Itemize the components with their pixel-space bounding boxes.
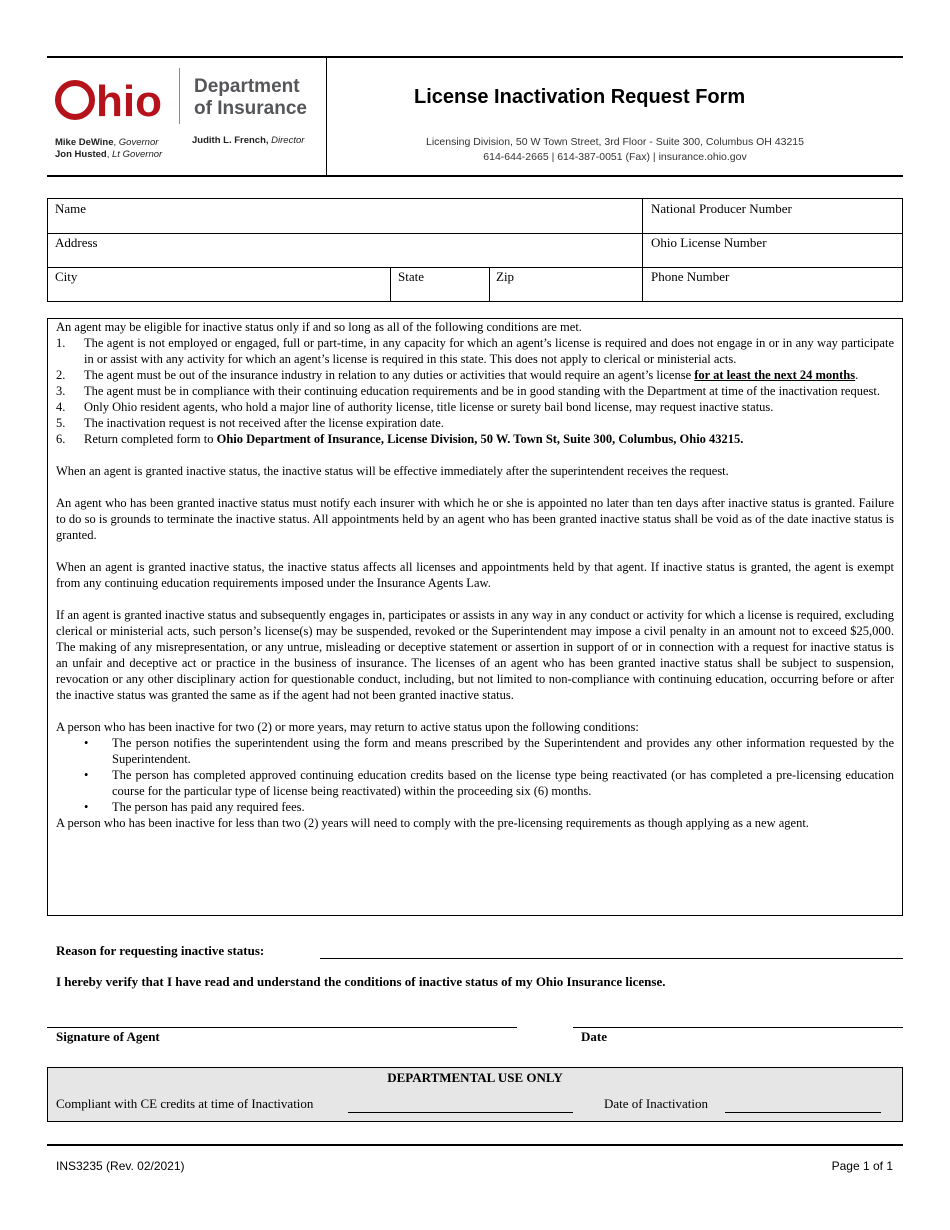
name-label: Name: [55, 201, 87, 216]
ohio-license-field[interactable]: [651, 235, 896, 265]
department-line2: of Insurance: [194, 98, 307, 119]
bullet-text: The person has paid any required fees.: [112, 800, 305, 814]
verification-statement: I hereby verify that I have read and understand the conditions of inactive status of my Ohio Insurance license.: [56, 974, 666, 989]
contact-line: 614-644-2665 | 614-387-0051 (Fax) | insurance.ohio.gov: [483, 151, 747, 163]
condition-number: 5.: [56, 416, 66, 430]
inactivation-date-label: Date of Inactivation: [604, 1096, 708, 1111]
phone-label: Phone Number: [651, 269, 730, 284]
state-label: State: [398, 269, 424, 284]
phone-field[interactable]: [651, 269, 896, 299]
condition-text: The inactivation request is not received after the license expiration date.: [84, 416, 444, 430]
department-name: [194, 76, 307, 120]
row-divider: [48, 233, 902, 234]
ohio-logo-icon: [54, 76, 166, 124]
terms-paragraph: A person who has been inactive for less than two (2) years will need to comply with the pre-licensing requirements as though applying as a new agent.: [56, 816, 809, 830]
reactivation-condition: [56, 767, 894, 799]
reason-label: Reason for requesting inactive status:: [56, 943, 265, 958]
col-divider: [489, 267, 490, 302]
director-name: Judith L. French,: [192, 135, 269, 146]
bullet-text: The person notifies the superintendent using the form and means prescribed by the Superintendent and provides any other information requested by the Superintendent.: [112, 736, 894, 766]
ce-compliance-line[interactable]: [348, 1112, 573, 1113]
condition-number: 1.: [56, 336, 66, 350]
condition-text: The agent is not employed or engaged, full or part-time, in any capacity for which an agent’s license is required and does not engage in or in any way participate in or assist with any activity for which an agent’s license is required in this state. This does not apply to clerical or ministerial acts.: [84, 336, 894, 366]
terms-intro: An agent may be eligible for inactive status only if and so long as all of the following conditions are met.: [56, 320, 582, 334]
governor-title: Governor: [118, 137, 159, 148]
condition-item: [56, 383, 894, 399]
reason-input-line[interactable]: [320, 958, 903, 959]
col-divider: [390, 267, 391, 302]
page-number: Page 1 of 1: [831, 1159, 893, 1173]
governor-name: Mike DeWine: [55, 137, 114, 148]
name-field[interactable]: [55, 201, 635, 231]
terms-paragraph: A person who has been inactive for two (2) or more years, may return to active status upon the following conditions:: [56, 720, 639, 734]
condition-number: 4.: [56, 400, 66, 414]
condition-text: [84, 431, 894, 447]
address-label: Address: [55, 235, 98, 250]
date-label: Date: [581, 1029, 607, 1044]
city-label: City: [55, 269, 78, 284]
condition-emphasis: for at least the next 24 months: [694, 368, 856, 382]
condition-text-part: Return completed form to: [84, 432, 217, 446]
condition-item: [56, 415, 894, 431]
director-block: [192, 135, 304, 147]
bullet-icon: •: [84, 768, 89, 782]
condition-text: [84, 367, 894, 383]
condition-item: [56, 399, 894, 415]
director-title: Director: [271, 135, 305, 146]
bullet-text: The person has completed approved continuing education credits based on the license type being reactivated (or has completed a pre-licensing education course for the particular type of license being reactivated) within the proceeding six (6) months.: [112, 768, 894, 798]
city-field[interactable]: [55, 269, 385, 299]
return-address: Ohio Department of Insurance, License Division, 50 W. Town St, Suite 300, Columbus, Ohio 43215.: [216, 432, 744, 446]
npn-label: National Producer Number: [651, 201, 792, 216]
department-line1: Department: [194, 76, 300, 97]
header-bottom-rule: [47, 175, 903, 177]
condition-number: 6.: [56, 432, 66, 446]
footer-rule: [47, 1144, 903, 1146]
inactivation-date-line[interactable]: [725, 1112, 881, 1113]
condition-number: 3.: [56, 384, 66, 398]
condition-item: [56, 367, 894, 383]
condition-text: The agent must be in compliance with their continuing education requirements and be in good standing with the Department at time of the inactivation request.: [84, 384, 880, 398]
condition-number: 2.: [56, 368, 66, 382]
reactivation-condition: [56, 735, 894, 767]
date-line[interactable]: [573, 1027, 903, 1028]
departmental-title: DEPARTMENTAL USE ONLY: [387, 1070, 563, 1085]
signature-label: Signature of Agent: [56, 1029, 160, 1044]
bullet-icon: •: [84, 736, 89, 750]
lt-governor-name: Jon Husted: [55, 149, 107, 160]
form-title: License Inactivation Request Form: [414, 86, 746, 108]
npn-field[interactable]: [651, 201, 896, 231]
zip-label: Zip: [496, 269, 515, 284]
terms-paragraph: An agent who has been granted inactive status must notify each insurer with which he or she is appointed no later than ten days after inactive status is granted. Failure to do so is grounds to terminate the inactive status. All appointments held by an agent who has been granted inactive status shall be void as of the date inactive status is granted.: [56, 496, 894, 542]
svg-text:hio: hio: [96, 77, 162, 124]
condition-text-tail: .: [855, 368, 859, 382]
bullet-icon: •: [84, 800, 89, 814]
reactivation-condition: [56, 799, 894, 815]
col-divider: [642, 199, 643, 301]
form-number: INS3235 (Rev. 02/2021): [56, 1159, 185, 1173]
signature-line[interactable]: [47, 1027, 517, 1028]
condition-text-part: The agent must be out of the insurance industry in relation to any duties or activities that would require an agent’s license: [84, 368, 695, 382]
contact-info: [335, 135, 895, 165]
governor-block: Mike DeWine, Governor Jon Husted, Lt Governor: [55, 137, 163, 160]
terms-paragraph: When an agent is granted inactive status, the inactive status affects all licenses and appointments held by that agent. If inactive status is granted, the agent is exempt from any continuing education requirements imposed under the Insurance Agents Law.: [56, 560, 894, 590]
logo-separator: [179, 68, 180, 124]
departmental-use-box: [47, 1067, 903, 1122]
address-field[interactable]: [55, 235, 635, 265]
address-line: Licensing Division, 50 W Town Street, 3rd Floor - Suite 300, Columbus OH 43215: [426, 136, 804, 148]
zip-field[interactable]: [496, 269, 636, 299]
ce-compliance-label: Compliant with CE credits at time of Inactivation: [56, 1096, 314, 1111]
condition-item: [56, 335, 894, 367]
condition-text: Only Ohio resident agents, who hold a major line of authority license, title license or surety bail bond license, may request inactive status.: [84, 400, 774, 414]
condition-item: [56, 431, 894, 447]
ohio-logo: [54, 76, 166, 124]
agent-info-table: [47, 198, 903, 302]
ohio-license-label: Ohio License Number: [651, 235, 767, 250]
terms-paragraph: When an agent is granted inactive status, the inactive status will be effective immediately after the superintendent receives the request.: [56, 464, 729, 478]
row-divider: [48, 267, 902, 268]
state-field[interactable]: [398, 269, 484, 299]
terms-paragraph: If an agent is granted inactive status and subsequently engages in, participates or assists in any way in any conduct or activity for which a license is required, excluding clerical or ministerial acts, such person’s license(s) may be suspended, revoked or the Superintendent may impose a civil penalty in an amount not to exceed $25,000. The making of any misrepresentation, or any untrue, misleading or deceptive statement or assertion in support of or in connection with a request for inactive status is an unfair and deceptive act or practice in the business of insurance. The licenses of an agent who has been granted inactive status shall be subject to suspension, revocation or any other disciplinary action for questionable conduct, including, but not limited to non-compliance with continuing education, occurring before or after the inactive status was granted the same as if the agent had not been granted inactive status.: [56, 608, 894, 702]
header-top-rule: [47, 56, 903, 58]
lt-governor-title: Lt Governor: [112, 149, 163, 160]
header-divider: [326, 58, 327, 175]
inactivation-terms: [47, 318, 903, 916]
